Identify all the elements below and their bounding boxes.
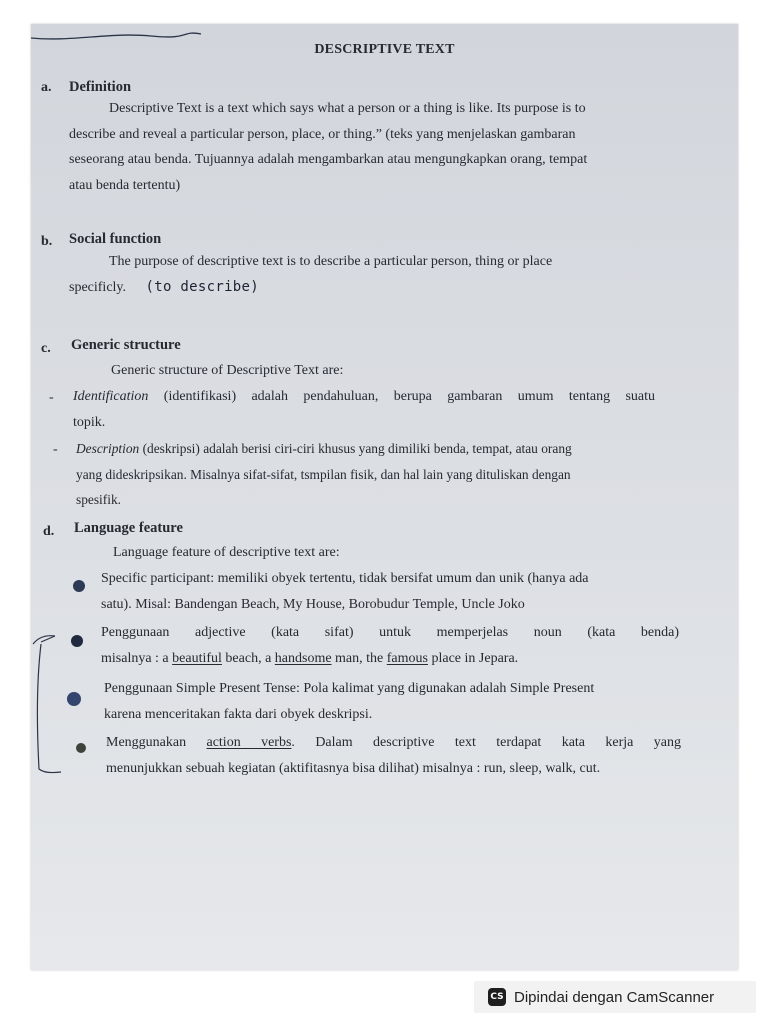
bullet-dot-4 [76, 743, 86, 753]
section-a-letter: a. [41, 80, 52, 95]
section-c-letter: c. [41, 341, 51, 356]
section-d-heading: Language feature [74, 520, 183, 536]
bullet-2-mid-1: beach, a [221, 650, 275, 666]
identification-line-1 [73, 384, 655, 410]
section-d-letter: d. [43, 524, 55, 539]
camscanner-label: Dipindai dengan CamScanner [514, 988, 715, 1006]
underlined-action-verbs: action verbs [206, 735, 292, 750]
section-b-heading: Social function [69, 231, 162, 247]
identification-line-1-rest: (identifikasi) adalah pendahuluan, berupa gambaran umum tentang suatu [148, 389, 655, 404]
identification-term: Identification [73, 389, 149, 404]
description-line-1-rest: (deskripsi) adalah berisi ciri-ciri khusus yang dimiliki benda, tempat, atau orang [139, 441, 572, 456]
language-bullet-1-line-1: Specific participant: memiliki obyek tertentu, tidak bersifat umum dan unik (hanya ada [101, 571, 589, 586]
underlined-beautiful: beautiful [172, 650, 222, 666]
social-function-line-1: The purpose of descriptive text is to describe a particular person, thing or place [109, 254, 553, 269]
definition-line-1: Descriptive Text is a text which says what a person or a thing is like. Its purpose is to [109, 101, 586, 116]
language-bullet-3-line-1: Penggunaan Simple Present Tense: Pola kalimat yang digunakan adalah Simple Present [104, 681, 595, 696]
description-item [76, 436, 676, 513]
bullet-4-suffix: . Dalam descriptive text terdapat kata kerja yang [291, 735, 682, 750]
description-line-1 [76, 436, 676, 462]
bullet-dot-2 [71, 635, 83, 647]
language-bullet-3 [104, 676, 684, 727]
description-dash: - [53, 442, 58, 457]
definition-line-3: seseorang atau benda. Tujuannya adalah mengambarkan atau mengungkapkan orang, tempat [69, 152, 588, 167]
bullet-dot-1 [73, 580, 85, 592]
bullet-dot-3 [67, 692, 81, 706]
identification-line-2: topik. [73, 414, 106, 430]
scanned-page [31, 24, 738, 970]
language-bullet-4-line-2: menunjukkan sebuah kegiatan (aktifitasnya bisa dilihat) misalnya : run, sleep, walk, cut. [106, 760, 601, 776]
description-term: Description [76, 441, 140, 456]
camscanner-watermark [474, 981, 756, 1013]
social-function-paragraph [69, 249, 689, 300]
language-bullet-3-line-2: karena menceritakan fakta dari obyek deskripsi. [104, 706, 373, 722]
identification-dash: - [49, 390, 54, 405]
underlined-famous: famous [386, 650, 428, 666]
language-bullet-2-line-1: Penggunaan adjective (kata sifat) untuk memperjelas noun (kata benda) [101, 625, 679, 640]
identification-item [73, 384, 655, 435]
definition-line-4: atau benda tertentu) [69, 177, 181, 193]
definition-paragraph [69, 96, 679, 198]
handwritten-note: (to describe) [145, 278, 259, 295]
section-b-letter: b. [41, 234, 53, 249]
language-bullet-2 [101, 620, 679, 671]
language-bullet-4 [106, 730, 681, 781]
bullet-2-prefix: misalnya : a [101, 650, 173, 666]
bullet-2-mid-2: man, the [331, 650, 387, 666]
underlined-handsome: handsome [274, 650, 332, 666]
camscanner-logo-icon: CS [488, 988, 506, 1006]
bullet-4-prefix: Menggunakan [106, 735, 207, 750]
bullet-2-suffix: place in Jepara. [427, 650, 519, 666]
language-bullet-1 [101, 566, 671, 617]
social-function-line-2-text: specificly. [69, 279, 127, 295]
definition-line-2: describe and reveal a particular person, place, or thing.” (teks yang menjelaskan gambaran [69, 126, 576, 142]
language-bullet-4-line-1 [106, 730, 681, 756]
document-title: DESCRIPTIVE TEXT [314, 42, 455, 57]
generic-structure-intro: Generic structure of Descriptive Text are: [111, 363, 344, 378]
description-line-2: yang dideskripsikan. Misalnya sifat-sifat, tsmpilan fisik, dan hal lain yang dituliskan dengan [76, 466, 571, 482]
description-line-3: spesifik. [76, 492, 122, 507]
section-a-heading: Definition [69, 79, 132, 95]
social-function-line-2 [69, 275, 689, 301]
language-bullet-1-line-2: satu). Misal: Bandengan Beach, My House, Borobudur Temple, Uncle Joko [101, 596, 525, 612]
language-bullet-2-line-2 [101, 646, 679, 672]
language-feature-intro: Language feature of descriptive text are: [113, 545, 340, 560]
section-c-heading: Generic structure [71, 337, 181, 353]
